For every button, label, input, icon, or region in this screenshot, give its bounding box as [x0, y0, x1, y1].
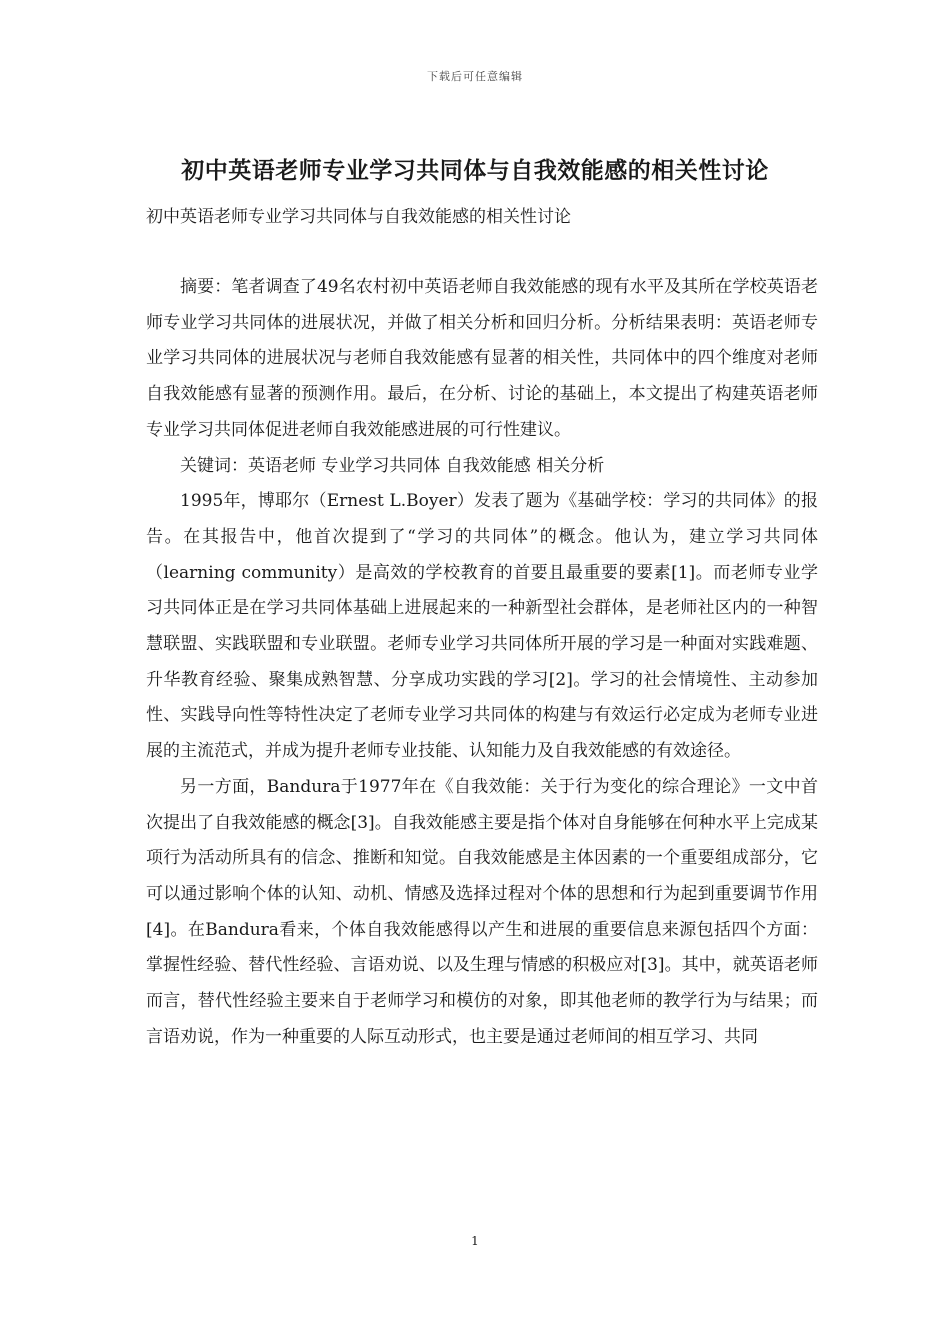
page-number: 1: [471, 1234, 479, 1248]
header-note: 下载后可任意编辑: [427, 70, 523, 83]
abstract-paragraph: 摘要：笔者调查了49名农村初中英语老师自我效能感的现有水平及其所在学校英语老师专业学习共同体的进展状况，并做了相关分析和回归分析。分析结果表明：英语老师专业学习共同体的进展状况与老师自我效能感有显著的相关性，共同体中的四个维度对老师自我效能感有显著的预测作用。最后，在分析、讨论的基础上，本文提出了构建英语老师专业学习共同体促进老师自我效能感进展的可行性建议。: [146, 277, 818, 440]
document-body: [146, 270, 818, 1055]
document-title: 初中英语老师专业学习共同体与自我效能感的相关性讨论: [181, 157, 769, 184]
body-paragraph: 另一方面，Bandura于1977年在《自我效能：关于行为变化的综合理论》一文中首次提出了自我效能感的概念[3]。自我效能感主要是指个体对自身能够在何种水平上完成某项行为活动所具有的信念、推断和知觉。自我效能感是主体因素的一个重要组成部分，它可以通过影响个体的认知、动机、情感及选择过程对个体的思想和行为起到重要调节作用[4]。在Bandura看来，个体自我效能感得以产生和进展的重要信息来源包括四个方面：掌握性经验、替代性经验、言语劝说、以及生理与情感的积极应对[3]。其中，就英语老师而言，替代性经验主要来自于老师学习和模仿的对象，即其他老师的教学行为与结果；而言语劝说，作为一种重要的人际互动形式，也主要是通过老师间的相互学习、共同: [146, 776, 818, 1047]
keywords-paragraph: 关键词：英语老师 专业学习共同体 自我效能感 相关分析: [180, 455, 605, 476]
document-subtitle: 初中英语老师专业学习共同体与自我效能感的相关性讨论: [146, 207, 571, 227]
body-paragraph: 1995年，博耶尔（Ernest L.Boyer）发表了题为《基础学校：学习的共同体》的报告。在其报告中，他首次提到了“学习的共同体”的概念。他认为，建立学习共同体（learning community）是高效的学校教育的首要且最重要的要素[1]。而老师专业学习共同体正是在学习共同体基础上进展起来的一种新型社会群体，是老师社区内的一种智慧联盟、实践联盟和专业联盟。老师专业学习共同体所开展的学习是一种面对实践难题、升华教育经验、聚集成熟智慧、分享成功实践的学习[2]。学习的社会情境性、主动参加性、实践导向性等特性决定了老师专业学习共同体的构建与有效运行必定成为老师专业进展的主流范式，并成为提升老师专业技能、认知能力及自我效能感的有效途径。: [146, 491, 818, 762]
